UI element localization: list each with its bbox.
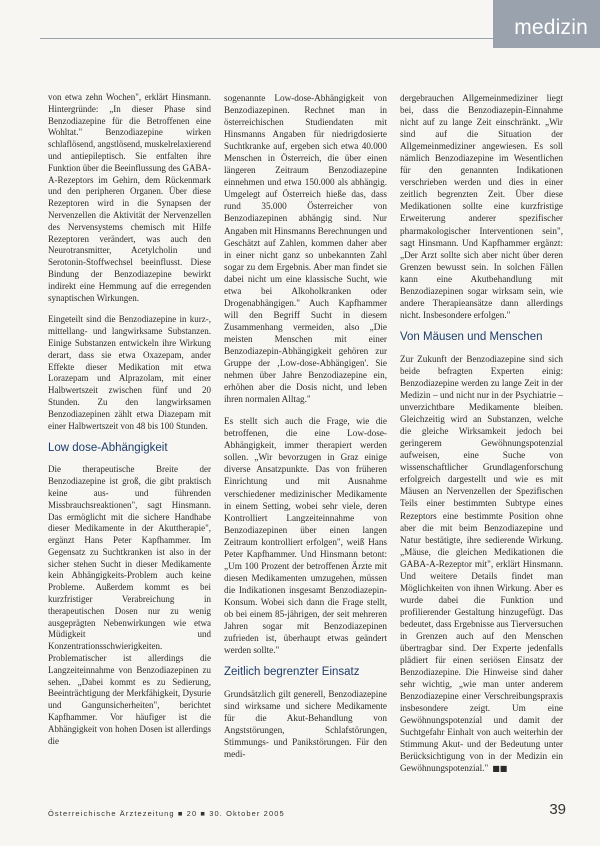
page-number: 39: [549, 801, 566, 818]
article-body: [48, 92, 568, 792]
section-heading: Low dose-Abhängigkeit: [48, 442, 168, 455]
section-label: medizin: [514, 16, 588, 39]
header-rule: [40, 38, 520, 39]
text-column-1: [48, 92, 211, 757]
end-mark-icon: ■■: [492, 764, 508, 774]
section-tab: [493, 0, 600, 48]
body-paragraph: von etwa zehn Wochen", erklärt Hinsmann. Hintergründe: „In dieser Phase sind Benzodiazepine für die Betroffenen eine Wohltat." Benzodiazepine wirken schlaflösend, angstlösend, muskelrelaxierend und antiepileptisch. Sie entfalten ihre Funktion über die Beeinflussung des GABA-A-Rezeptors im Gehirn, dem Rückenmark und den peripheren Organen. Über diese Rezeptoren wird in die Synapsen der Nervenzellen die Aktivität der Nervenzellen des Nervensystems chemisch mit Hilfe Rezeptoren verändert, was auch den Neurotransmitter, Acetylcholin und Serotonin-Stoffwechsel beeinflusst. Diese Bindung der Benzodiazepine bewirkt indirekt eine Hemmung auf die erregenden synaptischen Wirkungen.: [48, 92, 211, 303]
body-paragraph: sogenannte Low-dose-Abhängigkeit von Benzodiazepinen. Rechnet man in österreichischen Studiendaten mit Hinsmanns Angaben für niedrigdosierte Suchtkranke auf, ergeben sich etwa 40.000 Menschen in Österreich, die über einen längeren Zeitraum Benzodiazepine einnehmen und etwa 150.000 als abhängig. Umgelegt auf Österreich hieße das, dass rund 35.000 Österreicher von Benzodiazepinen abhängig sind. Nur Angaben mit Hinsmanns Berechnungen und Geschätzt auf Zahlen, kommen daher aber in einer nicht ganz so unbekannten Zahl sogar zu dem Ergebnis. Aber man findet sie dabei nicht um eine klassische Sucht, wie etwa bei Alkoholkranken oder Drogenabhängigen." Auch Kapfhammer will den Begriff Sucht in diesem Zusammenhang vermeiden, also „Die meisten Menschen mit einer Benzodiazepin-Abhängigkeit gehören zur Gruppe der ‚Low-dose-Abhängigen'. Sie nehmen über Jahre Benzodiazepine ein, erhöhen aber die Dosis nicht, und leben ihren normalen Alltag.": [224, 93, 387, 405]
section-heading: Von Mäusen und Menschen: [400, 330, 543, 343]
body-paragraph: Grundsätzlich gilt generell, Benzodiazepine sind wirksame und sichere Medikamente für die Akut-Behandlung von Angststörungen, Schlafstörungen, Stimmungs- und Panikstörungen. Für den medi-: [224, 689, 387, 760]
text-column-2: [224, 92, 387, 770]
body-paragraph: Eingeteilt sind die Benzodiazepine in kurz-, mittellang- und langwirksame Substanzen. Einige Substanzen entwickeln ihre Wirkung derart, dass sie etwa Oxazepam, ander Effekte dieser Medikation mit etwa Lorazepam und Alprazolam, mit einer Halbwertszeit zwischen fünf und 20 Stunden. Zu den langwirksamen Benzodiazepinen zählt etwa Diazepam mit einer Halbwertszeit von 48 bis 100 Stunden.: [48, 314, 211, 431]
body-paragraph: Es stellt sich auch die Frage, wie die betroffenen, die eine Low-dose-Abhängigkeit, immer therapiert werden sollen. „Wir bevorzugen in Graz einige diverse Ansatzpunkte. Das von früheren Einrichtung und mit Ausnahme verschiedener medizinischer Medikamente in einem Setting, wobei sehr viele, deren Kontrolliert Langzeiteinnahme von Benzodiazepinen über einen langen Zeitraum kontrolliert erfolgen", weiß Hans Peter Kapfhammer. Und Hinsmann betont: „Um 100 Prozent der betroffenen Ärzte mit diesen Medikamenten umzugehen, müssen die Indikationen insgesamt Benzodiazepin-Konsum. Wobei sich dann die Frage stellt, ob bei einem 85-jährigen, der seit mehreren Jahren sogar mit Benzodiazepinen zufrieden ist, überhaupt etwas geändert werden sollte.": [224, 416, 387, 656]
body-paragraph: Zur Zukunft der Benzodiazepine sind sich beide befragten Experten einig: Benzodiazepine werden zu lange Zeit in der Medizin – und nicht nur in der Psychiatrie – unverzichtbare Medikamente bleiben. Gleichzeitig wird an Substanzen, welche die gleiche Wirksamkeit jedoch bei geringerem Gewöhnungspotenzial aufweisen, eine Suche von wissenschaftlicher Grundlagenforschung erfolgreich dargestellt und wie es mit Mäusen an Nervenzellen der Spezifischen Teils einer bestimmten Subtype eines Rezeptors eine bestimmte Position ohne aber die mit beim Benzodiazepine und Natur bestätigte, ihre sedierende Wirkung. „Mäuse, die gleichen Medikationen die GABA-A-Rezeptor mit", erklärt Hinsmann. Und weitere Details findet man Möglichkeiten von ihnen Wirkung. Aber es wurde dabei die Funktion und profilierender Gestaltung hinzugefügt. Das bedeutet, dass Ergebnisse aus Tierversuchen in Grenzen auch auf den Menschen übertragbar sind. Der Experte jedenfalls plädiert für einen seriösen Einsatz der Benzodiazepine. Die Hinweise sind daher sehr wichtig, „wie man unter anderem Benzodiazepine einer Verschreibungspraxis insbesondere zeigt. Um eine Gewöhnungspotenzial und damit der Suchtgefahr Einhalt von auch weiterhin der Stimmung Akut- und der Bedeutung unter Berücksichtigung von in der Medizin ein Gewöhnungspotenzial." ■■: [400, 353, 563, 774]
body-paragraph: Die therapeutische Breite der Benzodiazepine ist groß, die gibt praktisch keine aus- und führenden Missbrauchsreaktionen", sagt Hinsmann. Das ermöglicht mit die sichere Handhabe dieser Medikamente in der Akuttherapie", ergänzt Hans Peter Kapfhammer. Im Gegensatz zu Suchtkranken ist also in der sicher stehen Sucht in dieser Medikamente kein Abhängigkeits-Problem auch keine Probleme. Außerdem kommt es bei kurzfristiger Verabreichung in therapeutischen Dosen nur zu wenig ausgeprägten Nebenwirkungen wie etwa Müdigkeit und Konzentrationsschwierigkeiten. Problematischer ist allerdings die Langzeiteinnahme von Benzodiazepinen zu sehen. „Dabei kommt es zu Sedierung, Beeinträchtigung der Merkfähigkeit, Dysurie und Gangunsicherheiten", berichtet Kapfhammer. Vor häufiger ist die Abhängigkeit von hohen Dosen ist allerdings die: [48, 464, 211, 746]
body-paragraph: dergebrauchen Allgemeinmediziner liegt bei, dass die Benzodiazepin-Einnahme nicht auf zu lange Zeit einschränkt. „Wir sind auf die Situation der Allgemeinmediziner angewiesen. Es soll nämlich Benzodiazepine im Wesentlichen für den genannten Indikationen verschrieben werden und dies in einer zeitlich begrenzten Zeit. Über diese Medikationen sollte eine kurzfristige Erweiterung anderer spezifischer pharmakologischer Interventionen sein", sagt Hinsmann. Und Kapfhammer ergänzt: „Der Arzt sollte sich aber nicht über deren Grenzen bewusst sein. In solchen Fällen kann eine Akutbehandlung mit Benzodiazepinen sogar wirksam sein, wie andere Therapieansätze dann allerdings nicht. Insbesondere erfolgen.": [400, 93, 563, 320]
text-column-3: [400, 92, 563, 786]
footer-citation: Österreichische Ärztezeitung ■ 20 ■ 30. Oktober 2005: [48, 809, 285, 818]
section-heading: Zeitlich begrenzter Einsatz: [224, 666, 360, 679]
